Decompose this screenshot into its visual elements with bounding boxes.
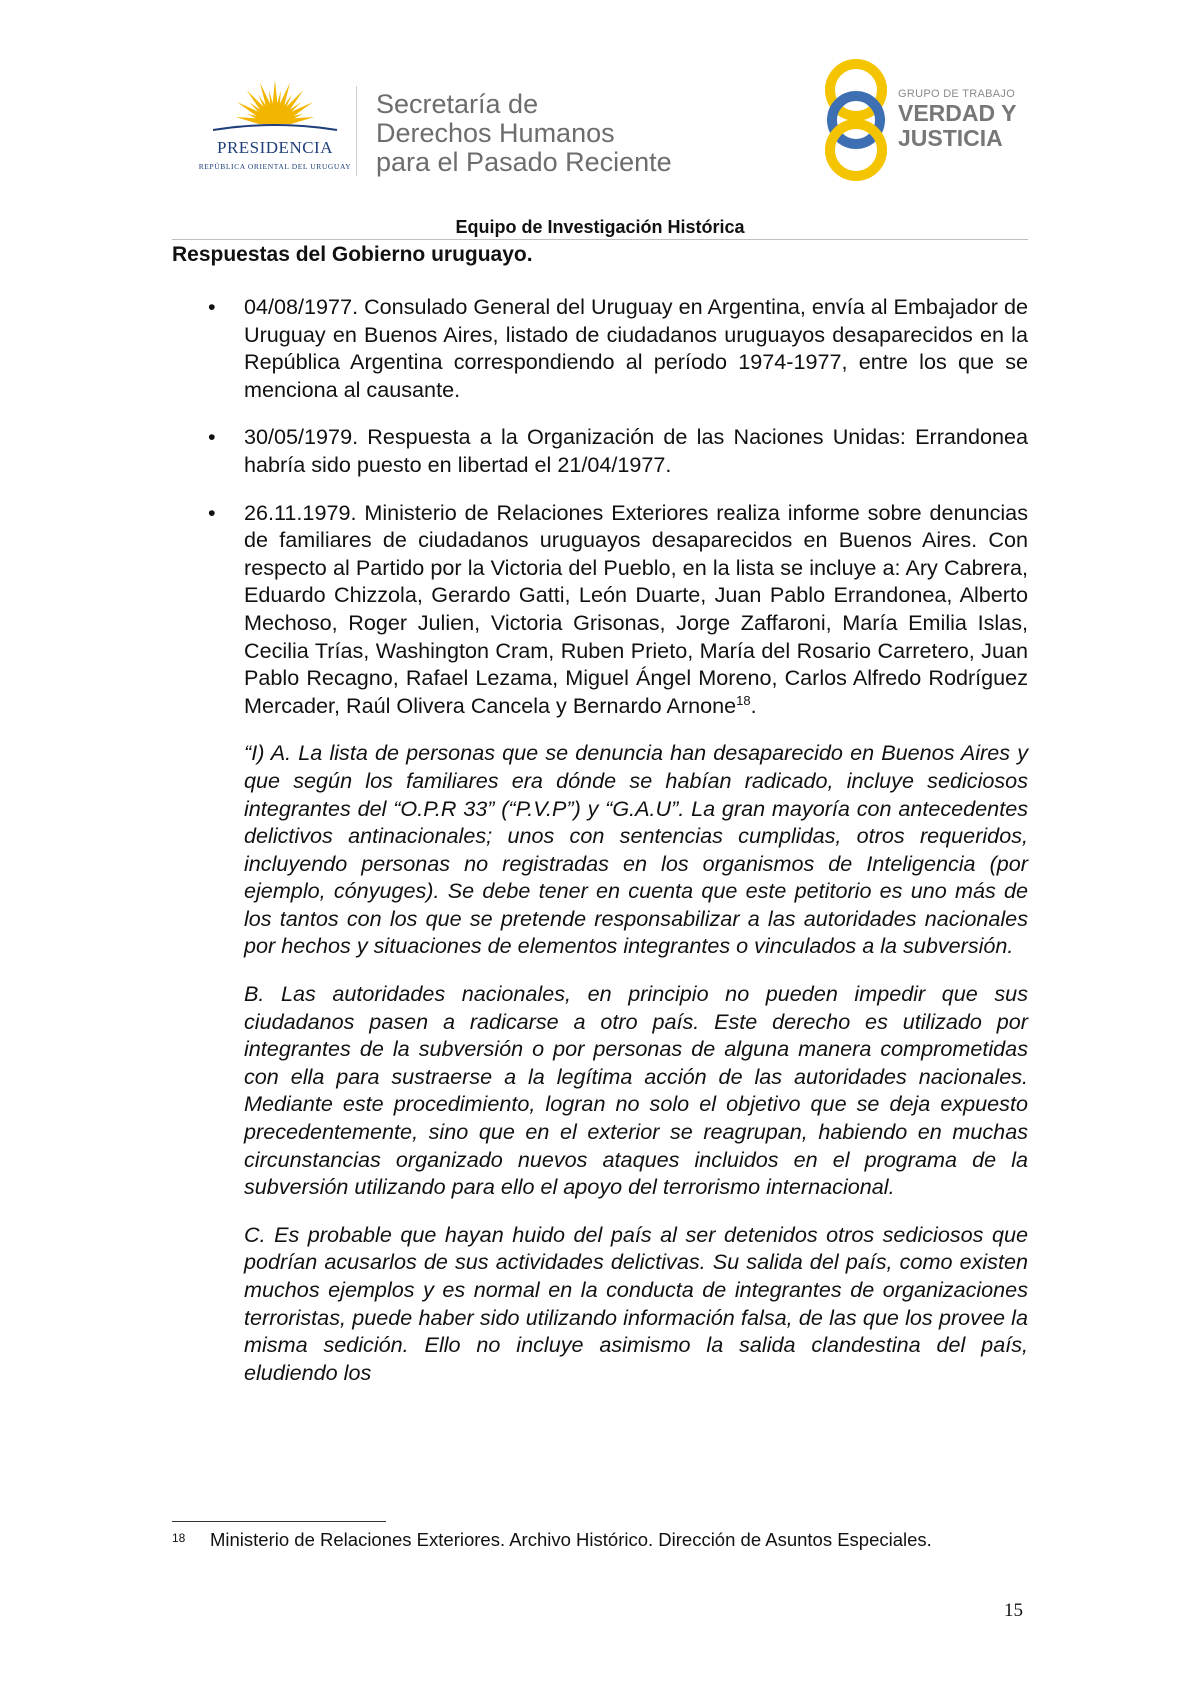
header-rule (172, 239, 1028, 240)
section-title: Respuestas del Gobierno uruguayo. (172, 243, 533, 266)
list-item-text: 30/05/1979. Respuesta a la Organización de las Naciones Unidas: Errandonea habría sido puesto en libertad el 21/04/1977. (244, 424, 1028, 477)
footnote-ref[interactable]: 18 (736, 692, 751, 708)
list-item-text (244, 499, 1028, 720)
logo-divider (356, 86, 357, 176)
footnote-number: 18 (172, 1531, 186, 1545)
rings-icon (822, 56, 898, 186)
quote-paragraph: “I) A. La lista de personas que se denuncia han desaparecido en Buenos Aires y que según los familiares era dónde se habían radicado, incluye sediciosos integrantes del “O.P.R 33” (“P.V.P”) y “G.A.U”. La gran mayoría con antecedentes delictivos antinacionales; unos con sentencias cumplidas, otros requeridos, incluyendo personas no registradas en los organismos de Inteligencia (por ejemplo, cónyuges). Se debe tener en cuenta que este petitorio es uno más de los tantos con los que se pretende responsabilizar a las autoridades nacionales por hechos y situaciones de elementos integrantes o vinculados a la subversión. (244, 740, 1028, 959)
secretaria-line-3: para el Pasado Reciente (376, 147, 672, 177)
page-number: 15 (1004, 1600, 1023, 1621)
sun-icon (196, 78, 354, 140)
list-item-tail: . (750, 692, 757, 718)
list-item (172, 423, 1028, 478)
gtvj-logo (822, 56, 1042, 186)
document-body (172, 293, 1028, 1406)
list-item (172, 499, 1028, 720)
gtvj-title-1: VERDAD Y (898, 100, 1017, 126)
list-item-body: 26.11.1979. Ministerio de Relaciones Exteriores realiza informe sobre denuncias de familiares de ciudadanos uruguayos desaparecidos en Buenos Aires. Con respecto al Partido por la Victoria del Pueblo, en la lista se incluye a: Ary Cabrera, Eduardo Chizzola, Gerardo Gatti, León Duarte, Juan Pablo Errandonea, Alberto Mechoso, Roger Julien, Victoria Grisonas, Jorge Zaffaroni, María Emilia Islas, Cecilia Trías, Washington Cram, Ruben Prieto, María del Rosario Carretero, Juan Pablo Recagno, Rafael Lezama, Miguel Ángel Moreno, Carlos Alfredo Rodríguez Mercader, Raúl Olivera Cancela y Bernardo Arnone (244, 499, 1028, 718)
gtvj-small-text: GRUPO DE TRABAJO (898, 88, 1016, 100)
bullet-marker: • (208, 499, 216, 525)
quote-paragraph: B. Las autoridades nacionales, en principio no pueden impedir que sus ciudadanos pasen a radicarse a otro país. Este derecho es utilizado por integrantes de la subversión o por personas de alguna manera comprometidas con ella para sustraerse a la legítima acción de las autoridades nacionales. Mediante este procedimiento, logran no solo el objetivo que se deja expuesto precedentemente, sino que en el exterior se reagrupan, habiendo en muchas circunstancias organizado nuevos ataques incluidos en el programa de la subversión utilizando para ello el apoyo del terrorismo internacional. (244, 981, 1028, 1200)
list-item-text: 04/08/1977. Consulado General del Uruguay en Argentina, envía al Embajador de Uruguay en Buenos Aires, listado de ciudadanos uruguayos desaparecidos en la República Argentina correspondiendo al período 1974-1977, entre los que se menciona al causante. (244, 294, 1028, 402)
quote-paragraph: C. Es probable que hayan huido del país al ser detenidos otros sediciosos que podrían acusarlos de sus actividades delictivas. Su salida del país, como existen muchos ejemplos y es normal en la conducta de integrantes de organizaciones terroristas, puede haber sido utilizando información falsa, de las que los provee la misma sedición. Ello no incluye asimismo la salida clandestina del país, eludiendo los (244, 1221, 1028, 1385)
footnote-text: Ministerio de Relaciones Exteriores. Archivo Histórico. Dirección de Asuntos Especiales. (210, 1529, 932, 1550)
page-header (0, 0, 1190, 215)
team-title: Equipo de Investigación Histórica (455, 217, 745, 237)
footnote-rule (172, 1521, 386, 1522)
list-item (172, 293, 1028, 403)
secretaria-line-1: Secretaría de (376, 89, 539, 119)
bullet-marker: • (208, 294, 216, 319)
secretaria-line-2: Derechos Humanos (376, 118, 615, 148)
gtvj-title-2: JUSTICIA (898, 125, 1003, 151)
secretaria-logo (376, 90, 672, 177)
presidencia-name: PRESIDENCIA (216, 138, 333, 157)
presidencia-subtitle: REPÚBLICA ORIENTAL DEL URUGUAY (198, 162, 352, 171)
presidencia-logo (196, 78, 354, 178)
bullet-marker: • (208, 424, 216, 450)
